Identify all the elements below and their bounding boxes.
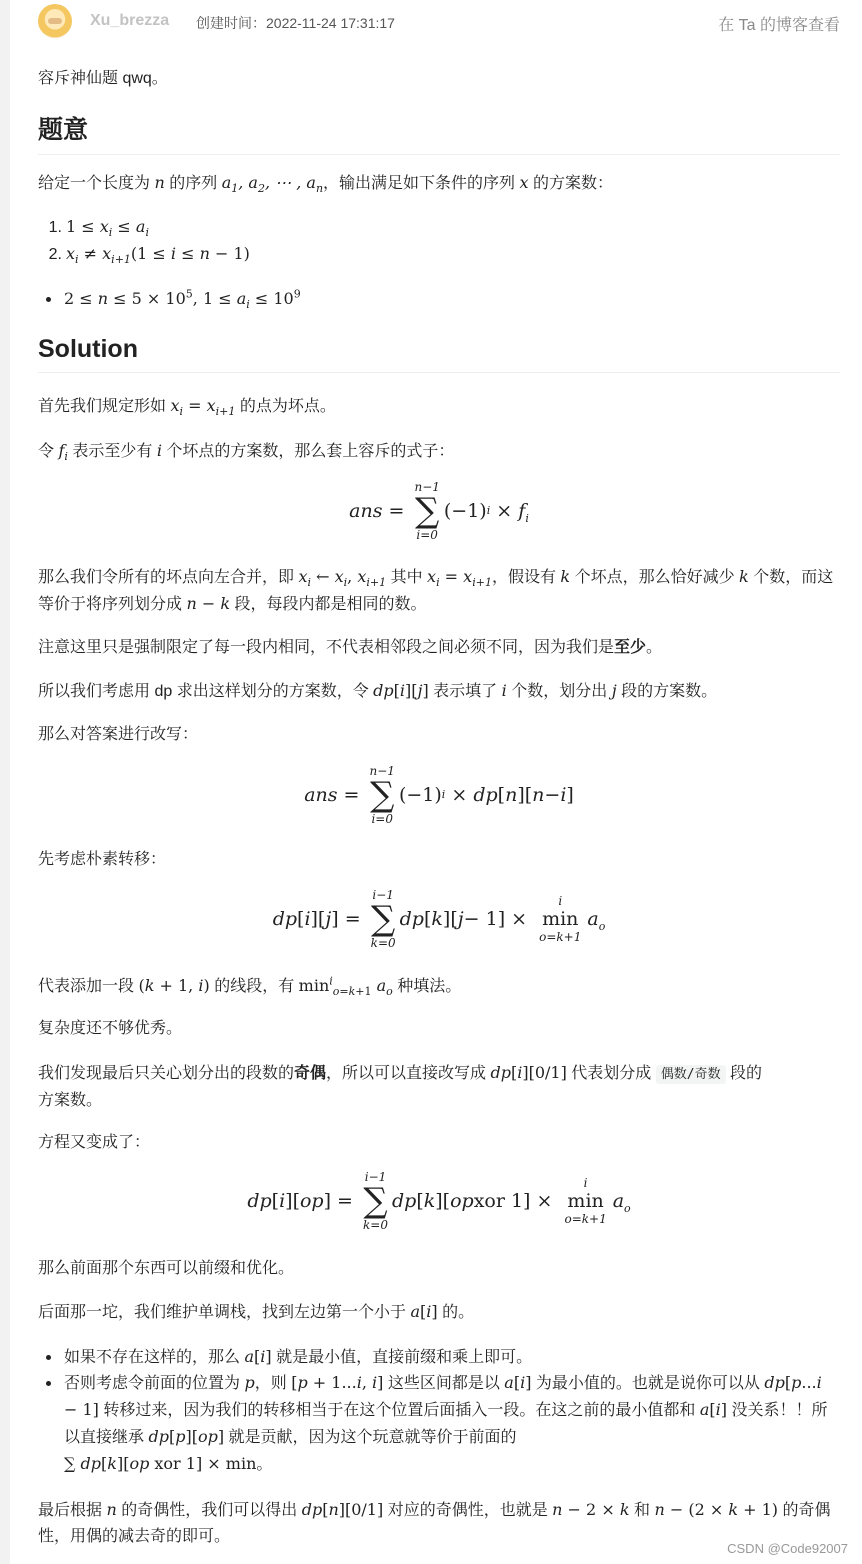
solution-paragraph-11: 方程又变成了： xyxy=(38,1134,151,1151)
section-title-problem: 题意 xyxy=(38,110,840,155)
solution-paragraph-last: 最后根据 n 的奇偶性，我们可以得出 dp[n][0/1] 对应的奇偶性，也就是 n − 2 × k 和 n − (2 × k + 1) 的奇偶性，用偶的减去奇的即可。 xyxy=(38,1500,831,1545)
bullet-icon xyxy=(46,1355,51,1360)
formula-naive-transition: dp [ i ][ j ] = i−1 ∑ k=0 dp [ k ][ j − 1] × i min o=k+1 $a_o$ xyxy=(272,888,606,950)
section-title-solution: Solution xyxy=(38,335,840,373)
problem-statement: 给定一个长度为 n 的序列 $a_1$, $a_2$, ⋯ , $a_n$，输出满足如下条件的序列 x 的方案数： xyxy=(38,173,613,196)
view-on-blog-link[interactable]: 在 Ta 的博客查看 xyxy=(718,17,840,34)
parity-code-tag: 偶数/奇数 xyxy=(656,1065,726,1084)
solution-paragraph-7: 先考虑朴素转移： xyxy=(38,851,167,868)
left-gutter xyxy=(0,0,10,1564)
solution-paragraph-8: 代表添加一段 (k + 1, i) 的线段，有 $\min^i_{o=k+1} a_o$ 种填法。 xyxy=(38,974,462,999)
solution-paragraph-1: 首先我们规定形如 $x_i = x_{i+1}$ 的点为坏点。 xyxy=(38,396,336,419)
solution-paragraph-9: 复杂度还不够优秀。 xyxy=(38,1020,183,1037)
bullet-icon xyxy=(46,297,51,302)
bullet-item-2: 否则考虑令前面的位置为 p，则 [p + 1...i, i] 这些区间都是以 a[i] 为最小值的。也就是说你可以从 dp[p...i − 1] 转移过来，因为我们的转移相当于在这个位置后面插入一段。在这之前的最小值都和 a[i] 没关系！！所以直接继承 dp[p][op] 就是贡献，因为这个玩意就等价于前面的 ∑ dp[k][op xor 1] × min。 xyxy=(38,1370,840,1480)
formula-ans-f: ans = n−1 ∑ i=0 (−1) i × $f_i$ xyxy=(349,480,529,542)
article xyxy=(38,0,840,1545)
solution-paragraph-10: 我们发现最后只关心划分出的段数的奇偶，所以可以直接改写成 dp[i][0/1] 代表划分成 偶数/奇数 段的 方案数。 xyxy=(38,1063,763,1109)
solution-paragraph-6: 那么对答案进行改写： xyxy=(38,726,199,743)
created-time: 创建时间：2022-11-24 17:31:17 xyxy=(196,15,395,31)
condition-1: 1. $1 \le x_i \le a_i$ xyxy=(48,217,149,240)
csdn-watermark: CSDN @Code92007 xyxy=(727,1541,848,1556)
solution-paragraph-3: 那么我们令所有的坏点向左合并，即 $x_i$ ← $x_i$, $x_{i+1}$ 其中 $x_i = x_{i+1}$，假设有 k 个坏点，那么恰好减少 k 个数，而这等价于将序列划分成 n − k 段，每段内都是相同的数。 xyxy=(38,567,834,613)
post-header xyxy=(38,0,840,44)
bullet-icon xyxy=(46,1381,51,1386)
constraints-item: $2 \le n \le 5 \times 10^5$, $1 \le a_i \le 10^9$ xyxy=(38,286,840,312)
condition-2: 2. $x_i \ne x_{i+1}(1 \le i \le n - 1)$ xyxy=(48,244,250,267)
username-link[interactable]: Xu_brezza xyxy=(90,12,170,29)
solution-paragraph-2: 令 $f_i$ 表示至少有 i 个坏点的方案数，那么套上容斥的式子： xyxy=(38,441,455,464)
formula-parity-transition: dp [ i ][ op ] = i−1 ∑ k=0 dp [ k ][ op xor 1] × i min o=k+1 $a_o$ xyxy=(247,1170,631,1232)
avatar[interactable] xyxy=(38,4,72,38)
solution-paragraph-4: 注意这里只是强制限定了每一段内相同，不代表相邻段之间必须不同，因为我们是至少。 xyxy=(38,639,663,656)
formula-ans-dp: ans = n−1 ∑ i=0 (−1) i × dp [ n ][ n − i ] xyxy=(304,764,574,826)
intro-text: 容斥神仙题 qwq。 xyxy=(38,70,168,87)
solution-paragraph-5: 所以我们考虑用 dp 求出这样划分的方案数，令 dp[i][j] 表示填了 i 个数，划分出 j 段的方案数。 xyxy=(38,681,718,700)
bullet-item-1: 如果不存在这样的，那么 a[i] 就是最小值，直接前缀和乘上即可。 xyxy=(38,1344,840,1370)
solution-paragraph-12: 那么前面那个东西可以前缀和优化。 xyxy=(38,1260,295,1277)
solution-paragraph-13: 后面那一坨，我们维护单调栈，找到左边第一个小于 a[i] 的。 xyxy=(38,1302,475,1321)
